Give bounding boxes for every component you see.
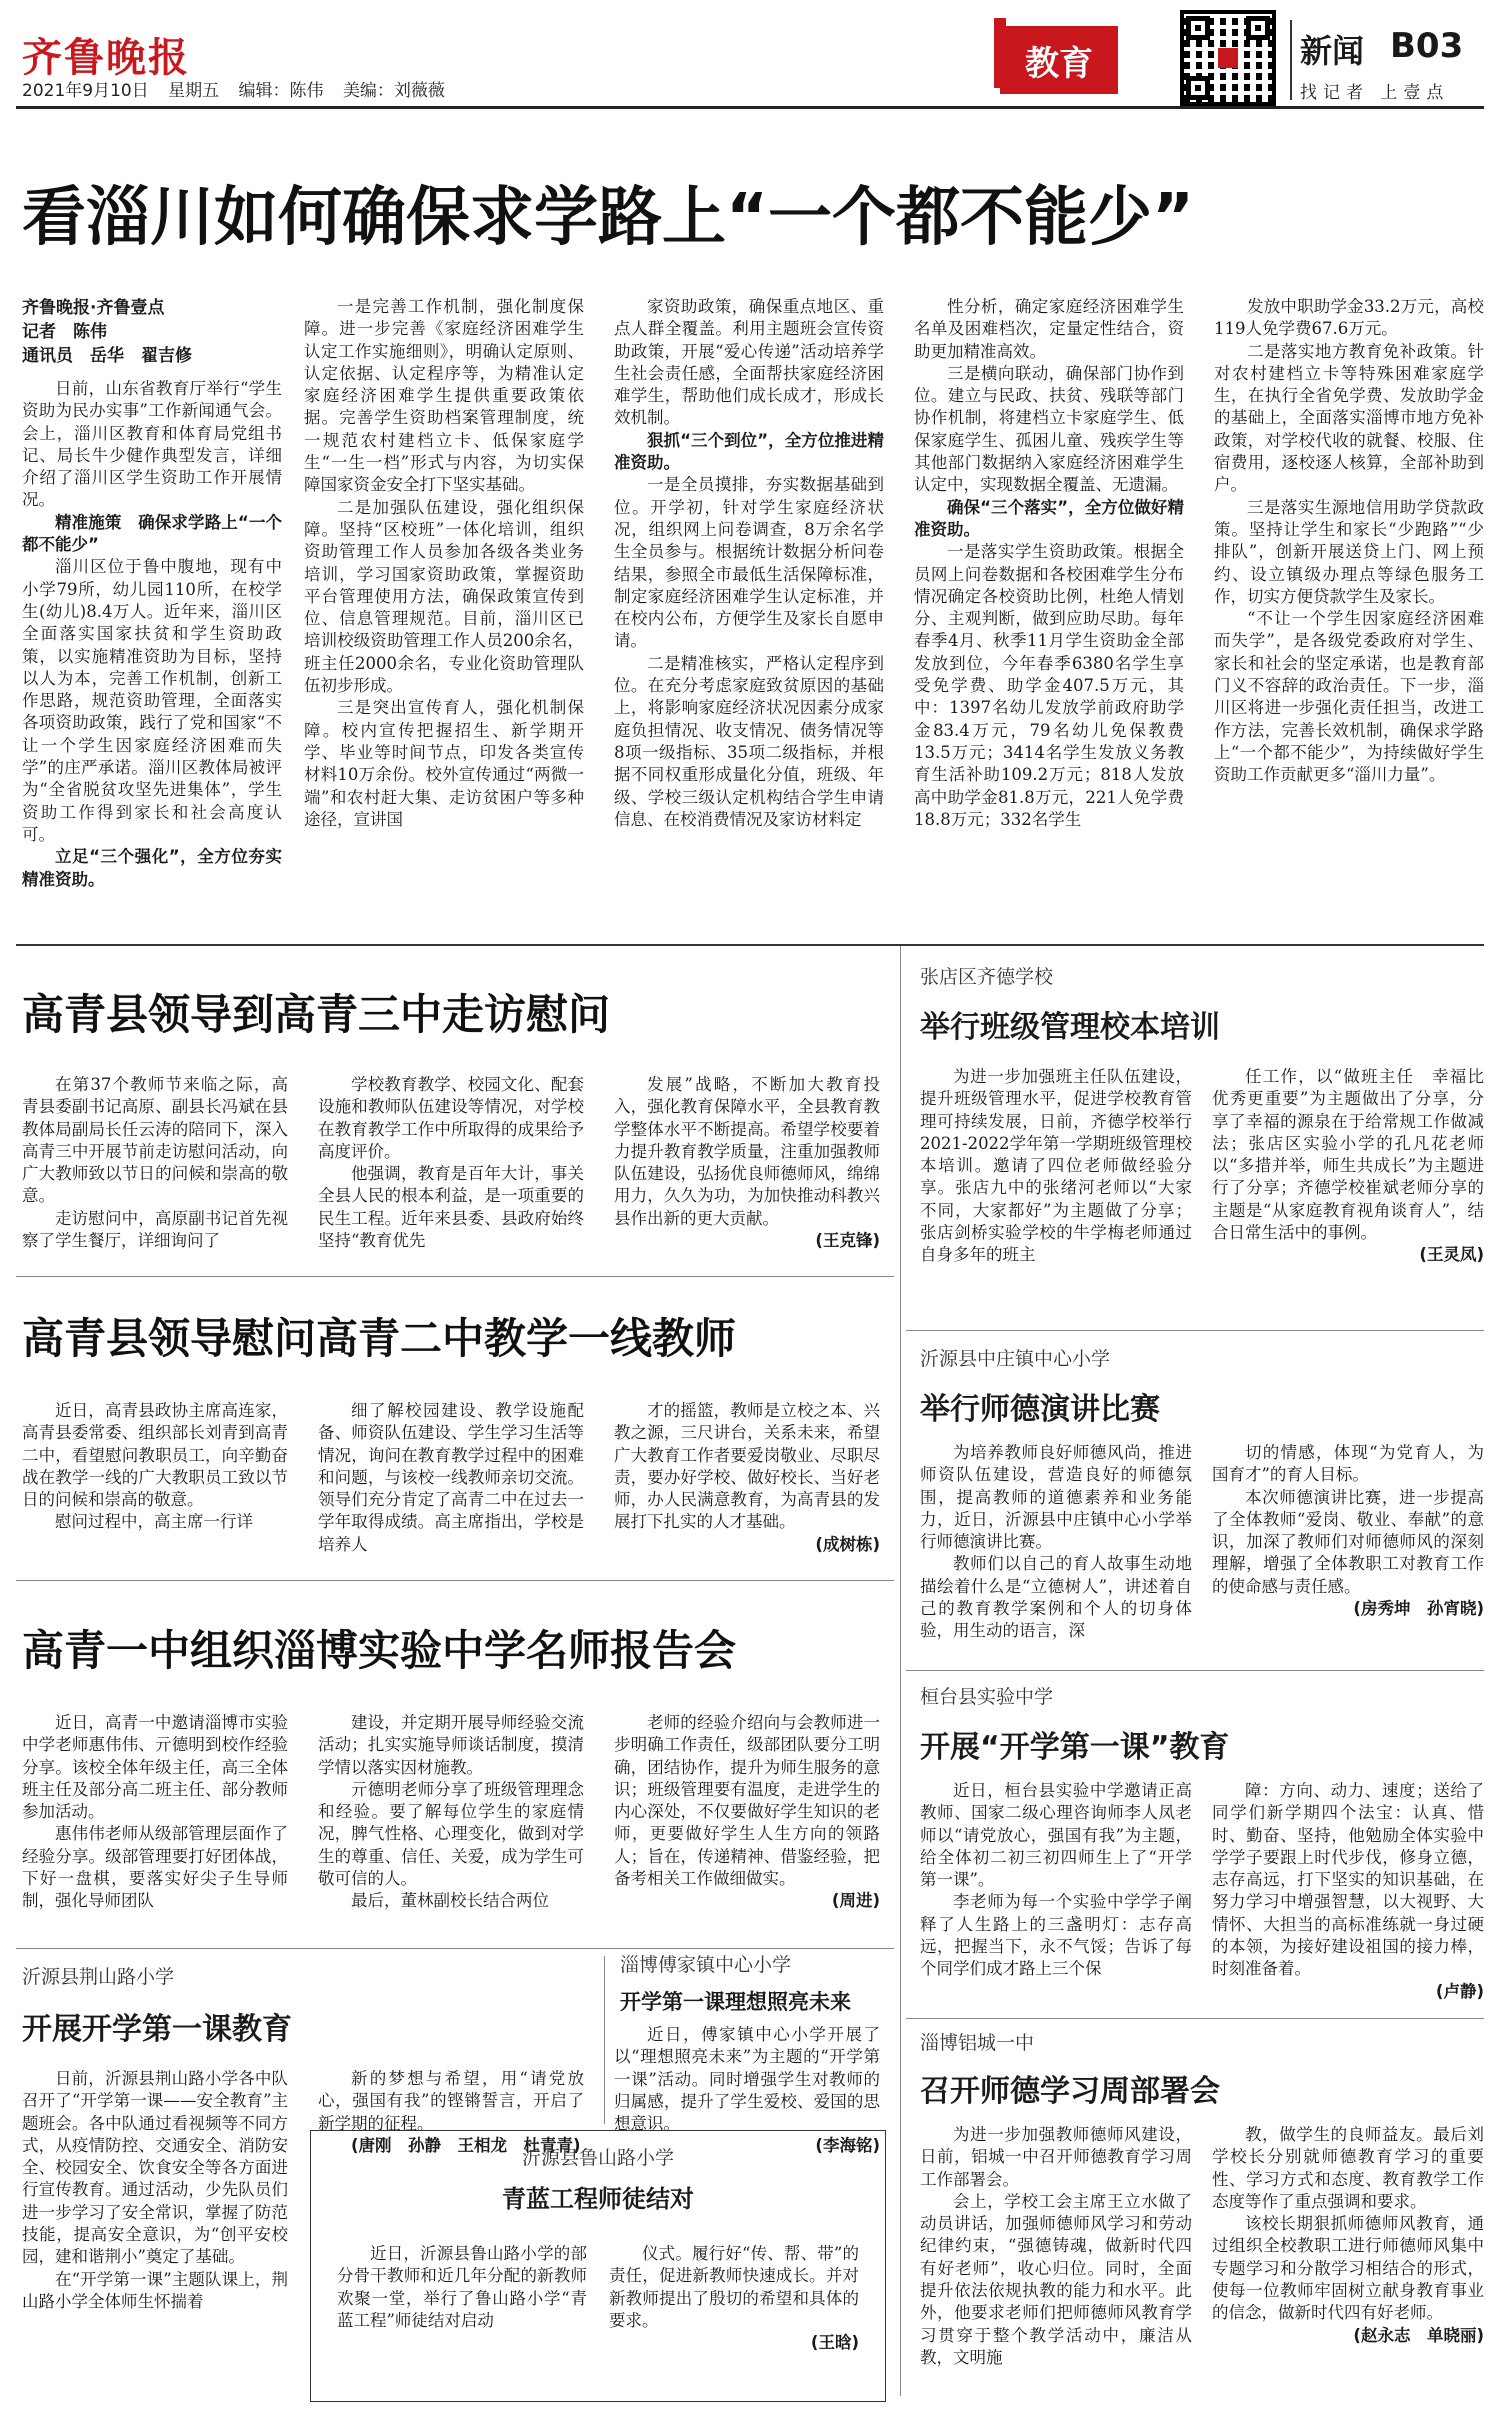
story2-credit: (王克锋) bbox=[815, 1231, 880, 1251]
story3-headline: 高青县领导慰问高青二中教学一线教师 bbox=[22, 1314, 737, 1363]
side2-kicker: 沂源县中庄镇中心小学 bbox=[920, 1348, 1111, 1370]
story5-kicker: 沂源县荆山路小学 bbox=[22, 1966, 175, 1988]
story3-paragraph: 才的摇篮，教师是立校之本、兴教之源，三尺讲台，关系未来，希望广大教育工作者要爱岗敬业、尽职尽责，要办好学校、做好校长、当好老师，办人民满意教育，为高青县的发展打下扎实的人才基础。 bbox=[614, 1401, 880, 1532]
header-divider bbox=[1290, 20, 1292, 100]
lead-subhead: 确保“三个落实”，全方位做好精准资助。 bbox=[914, 497, 1184, 539]
lead-paragraph: 三是落实生源地信用助学贷款政策。坚持让学生和家长“少跑路”“少排队”，创新开展送贷上门、网上预约、设立镇级办理点等绿色服务工作，切实方便贷款学生及家长。 bbox=[1214, 497, 1484, 606]
lead-subhead: 狠抓“三个到位”，全方位推进精准资助。 bbox=[614, 430, 884, 473]
lead-paragraph: 一是落实学生资助政策。根据全员网上问卷数据和各校困难学生分布情况确定各校资助比例，杜绝人情划分、主观判断，做到应助尽助。每年春季4月、秋季11月学生资助金全部发放到位，今年春季6380名学生享受免学费、助学金407.5万元，其中：1397名幼儿发放学前政府助学金83.4万元，79名幼儿免保教费13.5万元；3414名学生发放义务教育生活补助109.2万元；818人发放高中助学金81.8万元，221人免学费18.8万元；332名学生 bbox=[914, 542, 1184, 829]
side4-credit: (赵永志 单晓丽) bbox=[1353, 2325, 1484, 2345]
lead-paragraph: 三是突出宣传育人，强化机制保障。校内宣传把握招生、新学期开学、毕业等时间节点，印发各类宣传材料10万余份。校外宣传通过“两微一端”和农村赶大集、走访贫困户等多种途径，宣讲国 bbox=[304, 698, 584, 829]
side1-headline: 举行班级管理校本培训 bbox=[920, 1010, 1220, 1045]
story5-paragraph: 新的梦想与希望，用“请党放心，强国有我”的铿锵誓言，开启了新学期的征程。 bbox=[318, 2069, 584, 2133]
lead-paragraph: 淄川区位于鲁中腹地，现有中小学79所，幼儿园110所，在校学生(幼儿)8.4万人。近年来，淄川区全面落实国家扶贫和学生资助政策，以实施精准资助为目标，坚持以人为本，完善工作机制，创新工作思路，规范资助管理，全面落实各项资助政策，践行了党和国家“不让一个学生因家庭经济困难而失学”的庄严承诺。淄川区教体局被评为“全省脱贫攻坚先进集体”，学生资助工作得到家长和社会高度认可。 bbox=[22, 557, 282, 844]
story4-col-2 bbox=[318, 1712, 584, 1913]
story3-credit: (成树栋) bbox=[815, 1534, 880, 1554]
qr-logo-icon bbox=[1218, 48, 1238, 68]
lead-col-5 bbox=[1214, 296, 1484, 787]
story7-paragraph: 近日，沂源县鲁山路小学的部分骨干教师和近几年分配的新教师欢聚一堂，举行了鲁山路小学“青蓝工程”师徒结对启动 bbox=[337, 2244, 587, 2330]
story2-paragraph: 学校教育教学、校园文化、配套设施和教师队伍建设等情况，对学校在教育教学工作中所取得的成果给予高度评价。 bbox=[318, 1075, 584, 1161]
story2-col-3 bbox=[614, 1074, 880, 1252]
side3-credit: (卢静) bbox=[1435, 1981, 1484, 2001]
side2-paragraph: 切的情感，体现“为党育人，为国育才”的育人目标。 bbox=[1212, 1443, 1484, 1485]
lead-col-2 bbox=[304, 296, 584, 831]
lead-subhead: 精准施策 确保求学路上“一个都不能少” bbox=[22, 512, 282, 555]
lead-col-1 bbox=[22, 296, 282, 891]
story3-bottom-rule bbox=[16, 1580, 894, 1581]
side2-col-2 bbox=[1212, 1442, 1484, 1620]
side2-credit: (房秀坤 孙宵晓) bbox=[1353, 1599, 1484, 1619]
story4-headline: 高青一中组织淄博实验中学名师报告会 bbox=[22, 1626, 737, 1675]
lead-byline-3: 通讯员 岳华 翟吉修 bbox=[22, 346, 192, 366]
section-name: 新闻 bbox=[1300, 32, 1365, 70]
side2-paragraph: 教师们以自己的育人故事生动地描绘着什么是“立德树人”，讲述着自己的教育教学案例和个人的切身体验，用生动的语言，深 bbox=[920, 1554, 1192, 1641]
story5-paragraph: 在“开学第一课”主题队课上，荆山路小学全体师生怀揣着 bbox=[22, 2269, 288, 2311]
lead-paragraph: 一是全员摸排，夯实数据基础到位。开学初，针对学生家庭经济状况，组织网上问卷调查，8万余名学生全员参与。根据统计数据分析问卷结果，参照全市最低生活保障标准，制定家庭经济困难学生认定标准，并在校内公布，方便学生及家长自愿申请。 bbox=[614, 475, 884, 651]
lead-paragraph: 一是完善工作机制，强化制度保障。进一步完善《家庭经济困难学生认定工作实施细则》，明确认定原则、认定依据、认定程序等，为精准认定家庭经济困难学生提供重要政策依据。完善学生资助档案管理制度，统一规范农村建档立卡、低保家庭学生“一生一档”形式与内容，为切实保障国家资金安全打下坚实基础。 bbox=[304, 297, 584, 495]
side3-col-1 bbox=[920, 1780, 1192, 1981]
masthead-logo: 齐鲁晚报 bbox=[22, 34, 190, 81]
story2-paragraph: 发展”战略，不断加大教育投入，强化教育保障水平，全县教育教学整体水平不断提高。希望学校要着力提升教育教学质量，注重加强教师队伍建设，弘扬优良师德师风，绵绵用力，久久为功，为加快推动科教兴县作出新的更大贡献。 bbox=[614, 1075, 880, 1228]
side4-paragraph: 该校长期狠抓师德师风教育，通过组织全校教职工进行师德师风集中专题学习和分散学习相结合的形式，使每一位教师牢固树立献身教育事业的信念，做新时代四有好老师。 bbox=[1212, 2214, 1484, 2323]
lead-byline-2: 记者 陈伟 bbox=[22, 322, 107, 342]
side4-paragraph: 教，做学生的良师益友。最后刘学校长分别就师德教育学习的重要性、学习方式和态度、教育教学工作态度等作了重点强调和要求。 bbox=[1212, 2125, 1484, 2211]
lead-paragraph: 发放中职助学金33.2万元，高校119人免学费67.6万元。 bbox=[1214, 297, 1484, 339]
side1-col-1 bbox=[920, 1066, 1192, 1267]
side1-col-2 bbox=[1212, 1066, 1484, 1267]
side3-bottom-rule bbox=[906, 2018, 1484, 2019]
lead-bottom-rule bbox=[16, 944, 1484, 946]
story3-col-1 bbox=[22, 1400, 288, 1534]
story2-headline: 高青县领导到高青三中走访慰问 bbox=[22, 990, 611, 1039]
side1-paragraph: 任工作，以“做班主任 幸福比优秀更重要”为主题做出了分享，分享了幸福的源泉在于给常规工作做减法；张店区实验小学的孔凡花老师以“多措并举，师生共成长”为主题进行了分享；齐德学校崔斌老师分享的主题是“从家庭教育视角谈育人”，结合日常生活中的事例。 bbox=[1212, 1067, 1484, 1243]
side2-bottom-rule bbox=[906, 1670, 1484, 1671]
lead-paragraph: 三是横向联动，确保部门协作到位。建立与民政、扶贫、残联等部门协作机制，将建档立卡家庭学生、低保家庭学生、孤困儿童、残疾学生等其他部门数据纳入家庭经济困难学生认定中，实现数据全覆盖、无遗漏。 bbox=[914, 363, 1184, 495]
reporter-line: 找记者 上壹点 bbox=[1300, 83, 1450, 103]
story6-kicker: 淄博傅家镇中心小学 bbox=[620, 1954, 792, 1976]
story5-divider bbox=[604, 1956, 605, 2124]
lead-paragraph: 二是精准核实，严格认定程序到位。在充分考虑家庭致贫原因的基础上，将影响家庭经济状况因素分成家庭负担情况、收支情况、债务情况等8项一级指标、35项二级指标，并根据不同权重形成量化分值，班级、年级、学校三级认定机构结合学生申请信息、在校消费情况及家访材料定 bbox=[614, 653, 884, 829]
story2-col-1 bbox=[22, 1074, 288, 1252]
date: 2021年9月10日 bbox=[22, 81, 149, 101]
story7-col-1 bbox=[337, 2243, 587, 2332]
story3-col-3 bbox=[614, 1400, 880, 1556]
story3-paragraph: 近日，高青县政协主席高连家，高青县委常委、组织部长刘青到高青二中，看望慰问教职员工，向辛勤奋战在教学一线的广大教职员工致以节日的问候和崇高的敬意。 bbox=[22, 1401, 288, 1510]
story6-headline: 开学第一课理想照亮未来 bbox=[620, 1990, 851, 2014]
side4-kicker: 淄博铝城一中 bbox=[920, 2032, 1035, 2054]
story4-paragraph: 近日，高青一中邀请淄博市实验中学老师惠伟伟、亓德明到校作经验分享。该校全体年级主任，高三全体班主任及部分高二班主任、部分教师参加活动。 bbox=[22, 1713, 288, 1822]
side3-col-2 bbox=[1212, 1780, 1484, 2003]
lead-headline: 看淄川如何确保求学路上“一个都不能少” bbox=[22, 181, 1195, 255]
lead-paragraph: 二是落实地方教育免补政策。针对农村建档立卡等特殊困难家庭学生，在执行全省免学费、发放助学金的基础上，全面落实淄博市地方免补政策，对学校代收的就餐、校服、住宿费用，逐校逐人核算，全部补助到户。 bbox=[1214, 341, 1484, 495]
lead-paragraph: “不让一个学生因家庭经济困难而失学”，是各级党委政府对学生、家长和社会的坚定承诺，也是教育部门义不容辞的政治责任。下一步，淄川区将进一步强化责任担当，改进工作方法，完善长效机制，确保求学路上“一个都不能少”，为持续做好学生资助工作贡献更多“淄川力量”。 bbox=[1214, 609, 1484, 785]
story2-paragraph: 在第37个教师节来临之际，高青县委副书记高原、副县长冯斌在县教体局副局长任云涛的陪同下，深入高青三中开展节前走访慰问活动，向广大教师致以节日的问候和崇高的敬意。 bbox=[22, 1075, 288, 1206]
side3-kicker: 桓台县实验中学 bbox=[920, 1686, 1054, 1708]
story7-headline: 青蓝工程师徒结对 bbox=[502, 2185, 694, 2213]
side2-paragraph: 为培养教师良好师德风尚，推进师资队伍建设，营造良好的师德氛围，提高教师的道德素养和业务能力，近日，沂源县中庄镇中心小学举行师德演讲比赛。 bbox=[920, 1443, 1192, 1552]
side3-paragraph: 近日，桓台县实验中学邀请正高教师、国家二级心理咨询师李人凤老师以“请党放心，强国有我”为主题，给全体初二初三初四师生上了“开学第一课”。 bbox=[920, 1781, 1192, 1890]
story5-credit: (唐刚 孙静 王相龙 杜青青) bbox=[351, 2135, 581, 2155]
story7-box bbox=[310, 2130, 886, 2402]
story5-col-1 bbox=[22, 2068, 288, 2313]
editor: 编辑：陈伟 bbox=[238, 81, 324, 101]
dateline bbox=[22, 76, 459, 101]
side2-col-1 bbox=[920, 1442, 1192, 1643]
lead-paragraph: 二是加强队伍建设，强化组织保障。坚持“区校班”一体化培训，组织资助管理工作人员参加各级各类业务培训，学习国家资助政策，掌握资助平台管理使用方法，确保政策宣传到位、信息管理规范。目前，淄川区已培训校级资助管理工作人员200余名，班主任2000余名，专业化资助管理队伍初步形成。 bbox=[304, 497, 584, 696]
story4-bottom-rule bbox=[16, 1948, 894, 1949]
side1-bottom-rule bbox=[906, 1330, 1484, 1331]
lead-paragraph: 家资助政策，确保重点地区、重点人群全覆盖。利用主题班会宣传资助政策，开展“爱心传递”活动培养学生社会责任感，全面帮扶家庭经济困难学生，帮助他们成长成才，形成长效机制。 bbox=[614, 297, 884, 428]
page-number: B03 bbox=[1390, 26, 1464, 66]
right-column-divider bbox=[900, 946, 901, 2396]
story2-col-2 bbox=[318, 1074, 584, 1252]
side2-headline: 举行师德演讲比赛 bbox=[920, 1392, 1160, 1427]
story2-bottom-rule bbox=[16, 1276, 894, 1277]
story2-paragraph: 他强调，教育是百年大计，事关全县人民的根本利益，是一项重要的民生工程。近年来县委、县政府始终坚持“教育优先 bbox=[318, 1164, 584, 1251]
story4-paragraph: 亓德明老师分享了班级管理理念和经验。要了解每位学生的家庭情况，脾气性格、心理变化，做到对学生的尊重、信任、关爱，成为学生可敬可信的人。 bbox=[318, 1779, 584, 1889]
side1-credit: (王灵凤) bbox=[1419, 1245, 1484, 1265]
header-rule bbox=[16, 106, 1484, 109]
story7-kicker: 沂源县鲁山路小学 bbox=[521, 2147, 674, 2169]
story4-paragraph: 老师的经验介绍向与会教师进一步明确工作责任，级部团队要分工明确，团结协作，提升为师生服务的意识；班级管理要有温度，走进学生的内心深处，不仅要做好学生知识的老师，更要做好学生人生方向的领路人；旨在，传递精神、借鉴经验，把备考相关工作做细做实。 bbox=[614, 1713, 880, 1889]
story4-credit: (周进) bbox=[831, 1891, 880, 1911]
lead-paragraph: 日前，山东省教育厅举行“学生资助为民办实事”工作新闻通气会。会上，淄川区教育和体育局党组书记、局长牛少健作典型发言，详细介绍了淄川区学生资助工作开展情况。 bbox=[22, 379, 282, 510]
story4-col-1 bbox=[22, 1712, 288, 1913]
lead-subhead: 立足“三个强化”，全方位夯实精准资助。 bbox=[22, 847, 282, 889]
side3-paragraph: 李老师为每一个实验中学学子阐释了人生路上的三盏明灯：志存高远，把握当下，永不气馁；告诉了每个同学们成才路上三个保 bbox=[920, 1892, 1192, 1979]
side4-paragraph: 会上，学校工会主席王立水做了动员讲话，加强师德师风学习和劳动纪律约束，“强德铸魂，做新时代四有好老师”，收心归位。同时，全面提升依法依规执教的能力和水平。此外，他要求老师们把师德师风教育学习贯穿于整个教学活动中，廉洁从教，文明施 bbox=[920, 2191, 1192, 2367]
story6-credit: (李海铭) bbox=[815, 2136, 880, 2156]
lead-paragraph: 性分析，确定家庭经济困难学生名单及困难档次，定量定性结合，资助更加精准高效。 bbox=[914, 297, 1184, 361]
story7-credit: (王晗) bbox=[810, 2333, 859, 2353]
lead-col-3 bbox=[614, 296, 884, 831]
weekday: 星期五 bbox=[168, 81, 220, 101]
story6-paragraph: 近日，傅家镇中心小学开展了以“理想照亮未来”为主题的“开学第一课”活动。同时增强学生对教师的归属感，提升了学生爱校、爱国的思想意识。 bbox=[614, 2025, 880, 2134]
story3-paragraph: 细了解校园建设、教学设施配备、师资队伍建设、学生学习生活等情况，询问在教育教学过程中的困难和问题，与该校一线教师亲切交流。领导们充分肯定了高青二中在过去一学年取得成绩。高主席指出，学校是培养人 bbox=[318, 1401, 584, 1554]
section-tag: 教育 bbox=[1000, 26, 1118, 94]
story4-paragraph: 建设，并定期开展导师经验交流活动；扎实实施导师谈话制度，摸清学情以落实因材施教。 bbox=[318, 1713, 584, 1777]
story7-paragraph: 仪式。履行好“传、帮、带”的责任，促进新教师快速成长。并对新教师提出了殷切的希望和具体的要求。 bbox=[609, 2244, 859, 2330]
lead-col-4 bbox=[914, 296, 1184, 831]
lead-byline-1: 齐鲁晚报·齐鲁壹点 bbox=[22, 298, 165, 318]
side3-headline: 开展“开学第一课”教育 bbox=[920, 1730, 1230, 1765]
story5-headline: 开展开学第一课教育 bbox=[22, 2012, 292, 2047]
qr-code-icon[interactable] bbox=[1180, 10, 1276, 106]
story4-col-3 bbox=[614, 1712, 880, 1913]
story3-paragraph: 慰问过程中，高主席一行详 bbox=[55, 1512, 253, 1532]
story7-col-2 bbox=[609, 2243, 859, 2354]
side2-paragraph: 本次师德演讲比赛，进一步提高了全体教师“爱岗、敬业、奉献”的意识，加深了教师们对师德师风的深刻理解，增强了全体教职工对教育工作的使命感与责任感。 bbox=[1212, 1487, 1484, 1596]
designer: 美编：刘薇薇 bbox=[342, 81, 445, 101]
story4-paragraph: 惠伟伟老师从级部管理层面作了经验分享。级部管理要打好团体战，下好一盘棋，要落实好尖子生导师制，强化导师团队 bbox=[22, 1824, 288, 1911]
side4-paragraph: 为进一步加强教师德师风建设，日前，铝城一中召开师德教育学习周工作部署会。 bbox=[920, 2125, 1192, 2189]
side4-col-2 bbox=[1212, 2124, 1484, 2347]
side1-paragraph: 为进一步加强班主任队伍建设，提升班级管理水平，促进学校教育管理可持续发展，日前，齐德学校举行2021-2022学年第一学期班级管理校本培训。邀请了四位老师做经验分享。张店九中的张绪河老师以“大家不同，大家都好”为主题做了分享；张店剑桥实验学校的牛学梅老师通过自身多年的班主 bbox=[920, 1067, 1192, 1265]
side4-headline: 召开师德学习周部署会 bbox=[920, 2074, 1220, 2109]
side1-kicker: 张店区齐德学校 bbox=[920, 966, 1054, 988]
side4-col-1 bbox=[920, 2124, 1192, 2369]
side3-paragraph: 障：方向、动力、速度；送给了同学们新学期四个法宝：认真、惜时、勤奋、坚持，他勉励全体实验中学学子要跟上时代步伐，修身立德，志存高远，打下坚实的知识基础，在努力学习中增强智慧，以大视野、大情怀、大担当的高标准练就一身过硬的本领，为接好建设祖国的接力棒，时刻准备着。 bbox=[1212, 1781, 1484, 1979]
story2-paragraph: 走访慰问中，高原副书记首先视察了学生餐厅，详细询问了 bbox=[22, 1208, 288, 1251]
story3-col-2 bbox=[318, 1400, 584, 1556]
story4-paragraph: 最后，董林副校长结合两位 bbox=[351, 1891, 549, 1911]
story5-paragraph: 日前，沂源县荆山路小学各中队召开了“开学第一课——安全教育”主题班会。各中队通过看视频等不同方式，从疫情防控、交通安全、消防安全、校园安全、饮食安全等各方面进行宣传教育。通过活动，少先队员们进一步学习了安全常识，掌握了防范技能，提高安全意识，为“创平安校园，建和谐荆小”奠定了基础。 bbox=[22, 2069, 288, 2267]
